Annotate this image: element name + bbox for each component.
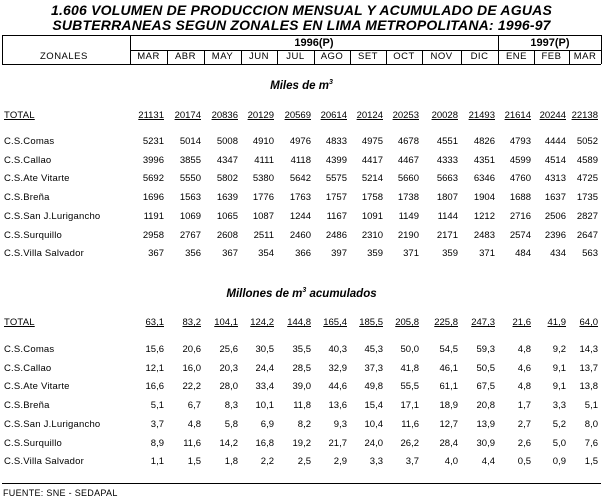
table-cell: 4589	[576, 154, 598, 166]
row-label: TOTAL	[4, 317, 35, 328]
table-cell: 3,7	[150, 418, 164, 430]
table-cell: 1144	[437, 210, 458, 222]
table-cell: 4,4	[481, 456, 495, 468]
table-cell: 37,3	[364, 362, 383, 374]
section2-row	[0, 400, 603, 414]
table-cell: 61,1	[439, 381, 458, 393]
table-cell: 64,0	[579, 317, 598, 328]
table-cell: 359	[367, 248, 383, 260]
table-cell: 5008	[216, 136, 238, 147]
table-cell: 104,1	[214, 317, 238, 328]
table-cell: 4399	[325, 154, 347, 166]
table-cell: 2483	[473, 229, 495, 241]
table-cell: 4833	[325, 136, 347, 147]
table-cell: 6,9	[260, 418, 274, 430]
table-cell: 14,2	[219, 437, 238, 449]
table-cell: 21,7	[328, 437, 347, 449]
table-cell: 5642	[289, 173, 311, 185]
month-label: SET	[358, 51, 378, 62]
table-cell: 563	[582, 248, 598, 260]
table-cell: 1,7	[517, 400, 531, 412]
table-cell: 4118	[290, 154, 311, 166]
table-cell: 4793	[509, 136, 531, 147]
table-cell: 1,5	[584, 456, 598, 468]
table-cell: 1637	[544, 192, 566, 204]
table-cell: 8,2	[297, 418, 311, 430]
source-footer: FUENTE: SNE - SEDAPAL	[3, 488, 118, 498]
header-bottom-rule	[2, 64, 601, 65]
table-cell: 3996	[142, 154, 164, 166]
table-cell: 1069	[179, 210, 201, 222]
table-cell: 4,0	[444, 456, 458, 468]
table-cell: 45,3	[364, 344, 383, 355]
table-cell: 28,4	[439, 437, 458, 449]
table-cell: 39,0	[292, 381, 311, 393]
table-cell: 1149	[398, 210, 419, 222]
table-cell: 12,1	[145, 362, 164, 374]
table-cell: 8,9	[150, 437, 164, 449]
table-cell: 165,4	[323, 317, 347, 328]
year-1997-label: 1997(P)	[530, 37, 570, 49]
table-cell: 11,8	[293, 400, 311, 412]
month-label: OCT	[393, 51, 415, 62]
table-cell: 4725	[576, 173, 598, 185]
table-cell: 17,1	[400, 400, 419, 412]
table-cell: 2767	[179, 229, 201, 241]
row-label: C.S.Callao	[4, 154, 52, 166]
table-cell: 2486	[325, 229, 347, 241]
table-cell: 5214	[361, 173, 383, 185]
row-label: C.S.Villa Salvador	[4, 456, 84, 468]
month-label: JUN	[249, 51, 269, 62]
row-label: C.S.Comas	[4, 136, 55, 147]
header-top-rule	[2, 35, 601, 36]
table-cell: 434	[550, 248, 566, 260]
table-cell: 4551	[436, 136, 458, 147]
table-cell: 21131	[138, 110, 164, 121]
table-cell: 8,0	[584, 418, 598, 430]
table-cell: 9,1	[552, 381, 566, 393]
table-cell: 19,2	[292, 437, 311, 449]
row-label: C.S.Surquillo	[4, 229, 63, 241]
table-cell: 1904	[473, 192, 495, 204]
table-cell: 4760	[509, 173, 531, 185]
table-cell: 1087	[252, 210, 274, 222]
table-cell: 20028	[431, 110, 458, 121]
table-cell: 2958	[142, 229, 164, 241]
table-cell: 16,0	[182, 362, 201, 374]
table-title-line1: 1.606 VOLUMEN DE PRODUCCION MENSUAL Y ACUMULADO DE AGUAS	[50, 2, 552, 18]
table-cell: 13,6	[328, 400, 347, 412]
table-cell: 46,1	[439, 362, 458, 374]
table-cell: 1,5	[187, 456, 201, 468]
row-label: TOTAL	[4, 110, 35, 121]
table-cell: 1,1	[150, 456, 164, 468]
table-cell: 35,5	[292, 344, 311, 355]
table-cell: 13,7	[579, 362, 598, 374]
table-cell: 22,2	[182, 381, 201, 393]
table-cell: 11,6	[183, 437, 201, 449]
table-cell: 10,4	[364, 418, 383, 430]
table-cell: 13,9	[476, 418, 495, 430]
table-cell: 21614	[504, 110, 531, 121]
table-cell: 1,8	[224, 456, 238, 468]
table-cell: 359	[442, 248, 458, 260]
row-label: C.S.San J.Lurigancho	[4, 210, 101, 222]
table-cell: 3,3	[552, 400, 566, 412]
section1-row	[0, 230, 603, 244]
table-cell: 1757	[325, 192, 347, 204]
row-label: C.S.San J.Lurigancho	[4, 418, 101, 430]
table-cell: 225,8	[434, 317, 458, 328]
table-cell: 1735	[576, 192, 598, 204]
table-title-line2: SUBTERRANEAS SEGUN ZONALES EN LIMA METROPOLITANA: 1996-97	[52, 17, 551, 33]
table-cell: 6,7	[187, 400, 201, 412]
table-cell: 1738	[397, 192, 419, 204]
section2-row	[0, 381, 603, 395]
table-cell: 1065	[216, 210, 238, 222]
month-label: MAR	[573, 51, 597, 62]
table-cell: 50,0	[400, 344, 419, 355]
zonales-header: ZONALES	[40, 51, 88, 62]
section2-row	[0, 363, 603, 377]
section2-row	[0, 344, 603, 358]
table-cell: 9,2	[552, 344, 566, 355]
row-label: C.S.Breña	[4, 192, 50, 204]
table-cell: 24,4	[255, 362, 274, 374]
section1-row	[0, 136, 603, 150]
table-cell: 4976	[289, 136, 311, 147]
table-cell: 20174	[174, 110, 201, 121]
table-cell: 4417	[361, 154, 383, 166]
table-cell: 1563	[179, 192, 201, 204]
table-cell: 16,6	[145, 381, 164, 393]
table-cell: 30,5	[255, 344, 274, 355]
table-cell: 1758	[361, 192, 383, 204]
row-label: C.S.Comas	[4, 344, 55, 355]
section1-row	[0, 173, 603, 187]
table-cell: 2827	[576, 210, 598, 222]
table-cell: 2,9	[333, 456, 347, 468]
section1-title	[0, 79, 603, 92]
table-cell: 1244	[289, 210, 311, 222]
table-cell: 1688	[509, 192, 531, 204]
table-cell: 18,9	[439, 400, 458, 412]
table-cell: 44,6	[328, 381, 347, 393]
table-cell: 20129	[247, 110, 274, 121]
table-cell: 5660	[397, 173, 419, 185]
table-cell: 1763	[289, 192, 311, 204]
table-cell: 20253	[392, 110, 419, 121]
table-cell: 484	[515, 248, 531, 260]
table-cell: 59,3	[476, 344, 495, 355]
table-cell: 20244	[539, 110, 566, 121]
table-cell: 15,6	[145, 344, 164, 355]
table-cell: 41,9	[547, 317, 566, 328]
table-cell: 2506	[544, 210, 566, 222]
row-label: C.S.Ate Vitarte	[4, 173, 70, 185]
table-cell: 9,3	[333, 418, 347, 430]
table-cell: 5380	[252, 173, 274, 185]
table-cell: 22138	[571, 110, 598, 121]
header-right-border	[601, 35, 602, 64]
section1-total-row	[0, 110, 603, 124]
table-cell: 1212	[473, 210, 495, 222]
table-cell: 4313	[544, 173, 566, 185]
table-cell: 1091	[361, 210, 383, 222]
table-cell: 247,3	[471, 317, 495, 328]
table-cell: 10,1	[255, 400, 274, 412]
table-cell: 1167	[326, 210, 347, 222]
table-cell: 205,8	[395, 317, 419, 328]
row-label: C.S.Ate Vitarte	[4, 381, 70, 393]
table-cell: 6346	[473, 173, 495, 185]
month-label: ENE	[505, 51, 528, 62]
table-cell: 55,5	[400, 381, 419, 393]
table-cell: 2574	[509, 229, 531, 241]
table-cell: 20,6	[182, 344, 201, 355]
table-cell: 16,8	[255, 437, 274, 449]
table-cell: 21,6	[512, 317, 531, 328]
table-cell: 5014	[179, 136, 201, 147]
table-cell: 144,8	[287, 317, 311, 328]
month-label: NOV	[430, 51, 453, 62]
table-cell: 25,6	[219, 344, 238, 355]
table-cell: 5,8	[224, 418, 238, 430]
section1-row	[0, 248, 603, 262]
table-cell: 4444	[544, 136, 566, 147]
table-cell: 367	[148, 248, 164, 260]
table-cell: 5575	[325, 173, 347, 185]
table-cell: 5802	[216, 173, 238, 185]
table-cell: 4,8	[187, 418, 201, 430]
table-cell: 1191	[143, 210, 164, 222]
section2-title-suffix: acumulados	[306, 287, 377, 300]
header-left-border	[2, 35, 3, 64]
section2-title	[0, 287, 603, 300]
table-cell: 8,3	[224, 400, 238, 412]
section1-row	[0, 211, 603, 225]
table-cell: 5231	[142, 136, 164, 147]
table-cell: 366	[295, 248, 311, 260]
month-label: JUL	[286, 51, 305, 62]
table-cell: 40,3	[328, 344, 347, 355]
table-cell: 30,9	[476, 437, 495, 449]
table-cell: 50,5	[476, 362, 495, 374]
table-cell: 2647	[576, 229, 598, 241]
table-cell: 3855	[179, 154, 201, 166]
table-cell: 12,7	[439, 418, 458, 430]
month-label: AGO	[320, 51, 344, 62]
row-label: C.S.Callao	[4, 362, 52, 374]
table-cell: 2608	[216, 229, 238, 241]
table-cell: 20,3	[219, 362, 238, 374]
table-cell: 2460	[289, 229, 311, 241]
table-cell: 5,0	[552, 437, 566, 449]
table-cell: 371	[479, 248, 495, 260]
table-cell: 371	[403, 248, 419, 260]
table-cell: 5663	[436, 173, 458, 185]
table-cell: 4351	[473, 154, 495, 166]
table-cell: 24,0	[364, 437, 383, 449]
table-cell: 2171	[436, 229, 458, 241]
table-cell: 0,9	[552, 456, 566, 468]
section2-row	[0, 438, 603, 452]
table-cell: 21493	[468, 110, 495, 121]
table-cell: 3,7	[405, 456, 419, 468]
table-cell: 5,1	[150, 400, 164, 412]
footer-rule	[2, 483, 601, 484]
table-cell: 2,2	[260, 456, 274, 468]
table-cell: 2,6	[517, 437, 531, 449]
table-cell: 1696	[142, 192, 164, 204]
table-cell: 4910	[252, 136, 274, 147]
table-cell: 4467	[397, 154, 419, 166]
table-cell: 2511	[253, 229, 274, 241]
table-cell: 5692	[142, 173, 164, 185]
table-cell: 4347	[216, 154, 238, 166]
section2-row	[0, 456, 603, 470]
table-cell: 1639	[216, 192, 238, 204]
month-label: MAR	[137, 51, 160, 62]
table-cell: 185,5	[359, 317, 383, 328]
table-cell: 2396	[544, 229, 566, 241]
month-label: MAY	[211, 51, 234, 62]
section2-total-row	[0, 317, 603, 331]
table-cell: 124,2	[250, 317, 274, 328]
table-cell: 32,9	[328, 362, 347, 374]
table-cell: 4975	[361, 136, 383, 147]
table-cell: 354	[258, 248, 274, 260]
table-cell: 63,1	[145, 317, 164, 328]
table-cell: 4333	[436, 154, 458, 166]
table-cell: 41,8	[400, 362, 419, 374]
table-cell: 4,8	[517, 381, 531, 393]
section1-row	[0, 155, 603, 169]
table-cell: 5,1	[584, 400, 598, 412]
table-cell: 9,1	[552, 362, 566, 374]
table-cell: 20836	[211, 110, 238, 121]
table-cell: 4826	[473, 136, 495, 147]
month-label: FEB	[541, 51, 562, 62]
table-cell: 20,8	[476, 400, 495, 412]
table-cell: 5,2	[552, 418, 566, 430]
month-label: DIC	[470, 51, 489, 62]
table-cell: 3,3	[369, 456, 383, 468]
table-cell: 4111	[254, 154, 274, 166]
table-cell: 20124	[356, 110, 383, 121]
table-cell: 14,3	[579, 344, 598, 355]
table-cell: 67,5	[476, 381, 495, 393]
section2-unit-sup: 3	[302, 287, 307, 294]
table-cell: 49,8	[364, 381, 383, 393]
section1-row	[0, 192, 603, 206]
table-cell: 15,4	[364, 400, 383, 412]
table-cell: 28,5	[292, 362, 311, 374]
table-cell: 2716	[509, 210, 531, 222]
table-cell: 1776	[252, 192, 274, 204]
table-cell: 397	[331, 248, 347, 260]
table-cell: 4514	[544, 154, 566, 166]
table-cell: 13,8	[579, 381, 598, 393]
table-cell: 2,5	[297, 456, 311, 468]
table-cell: 7,6	[584, 437, 598, 449]
table-cell: 1807	[436, 192, 458, 204]
table-cell: 2,7	[517, 418, 531, 430]
table-cell: 356	[185, 248, 201, 260]
row-label: C.S.Breña	[4, 400, 50, 412]
table-cell: 20569	[284, 110, 311, 121]
row-label: C.S.Surquillo	[4, 437, 63, 449]
table-cell: 4599	[509, 154, 531, 166]
table-cell: 11,6	[401, 418, 419, 430]
table-cell: 4,6	[517, 362, 531, 374]
table-cell: 20614	[320, 110, 347, 121]
table-cell: 33,4	[255, 381, 274, 393]
table-cell: 2310	[361, 229, 383, 241]
row-label: C.S.Villa Salvador	[4, 248, 84, 260]
year-1996-label: 1996(P)	[294, 37, 334, 49]
table-cell: 54,5	[439, 344, 458, 355]
section1-unit-sup: 3	[328, 79, 333, 86]
table-cell: 0,5	[517, 456, 531, 468]
table-cell: 4678	[397, 136, 419, 147]
section2-title-text: Millones de m	[226, 287, 303, 300]
table-cell: 2190	[397, 229, 419, 241]
table-cell: 83,2	[182, 317, 201, 328]
table-cell: 28,0	[219, 381, 238, 393]
table-cell: 5052	[576, 136, 598, 147]
section1-title-text: Miles de m	[270, 79, 329, 92]
month-label: ABR	[174, 51, 197, 62]
table-cell: 4,8	[517, 344, 531, 355]
table-cell: 26,2	[400, 437, 419, 449]
table-cell: 367	[222, 248, 238, 260]
table-cell: 5550	[179, 173, 201, 185]
section2-row	[0, 419, 603, 433]
